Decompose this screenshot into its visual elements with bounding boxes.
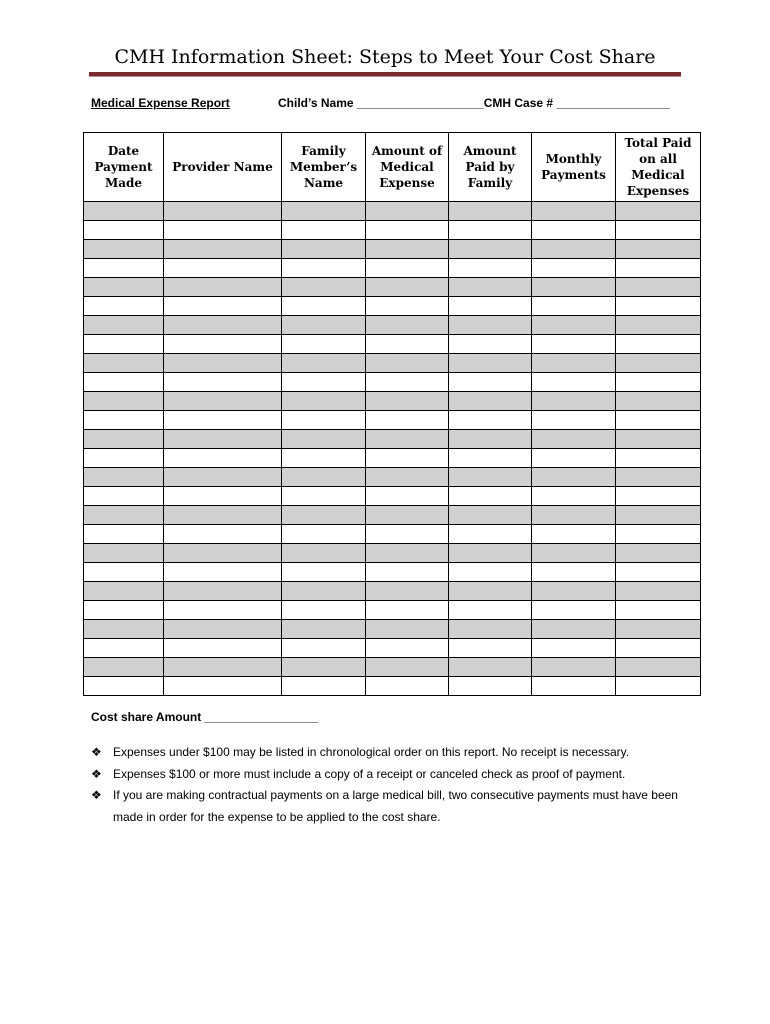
table-cell[interactable] (282, 677, 366, 696)
instruction-text: Expenses $100 or more must include a copy of a receipt or canceled check as proof of payment. (113, 766, 626, 781)
table-cell[interactable] (449, 259, 532, 278)
table-row (84, 563, 701, 582)
table-cell[interactable] (164, 259, 282, 278)
table-cell[interactable] (449, 658, 532, 677)
table-cell[interactable] (449, 430, 532, 449)
column-header-line: Payments (541, 168, 606, 182)
instruction-text: If you are making contractual payments on a large medical bill, two consecutive payments must have been made in order for the expense to be applied to the cost share. (113, 788, 678, 824)
table-cell[interactable] (616, 582, 701, 601)
bullet-icon: ❖ (91, 788, 102, 802)
report-label: Medical Expense Report (91, 96, 230, 110)
table-cell[interactable] (164, 658, 282, 677)
table-cell[interactable] (164, 335, 282, 354)
column-header-line: Medical (631, 168, 685, 182)
bullet-icon: ❖ (91, 766, 102, 781)
table-cell[interactable] (449, 221, 532, 240)
table-cell[interactable] (616, 297, 701, 316)
table-cell[interactable] (532, 240, 616, 259)
table-cell[interactable] (616, 468, 701, 487)
column-header-line: Name (303, 176, 344, 190)
column-header-line: on all (639, 152, 677, 166)
table-cell[interactable] (616, 430, 701, 449)
table-row (84, 620, 701, 639)
table-cell[interactable] (366, 639, 449, 658)
table-cell[interactable] (532, 544, 616, 563)
expense-table (83, 132, 701, 696)
table-cell[interactable] (366, 601, 449, 620)
list-item (91, 785, 691, 828)
table-cell[interactable] (164, 525, 282, 544)
table-cell[interactable] (449, 297, 532, 316)
table-cell[interactable] (282, 278, 366, 297)
table-cell[interactable] (449, 316, 532, 335)
table-cell[interactable] (366, 373, 449, 392)
table-cell[interactable] (84, 373, 164, 392)
column-header-line: Family (301, 144, 346, 158)
table-cell[interactable] (366, 202, 449, 221)
table-cell[interactable] (366, 316, 449, 335)
table-cell[interactable] (366, 658, 449, 677)
child-case-line: Child’s Name ___________________CMH Case # _________________ (278, 96, 670, 110)
table-cell[interactable] (84, 278, 164, 297)
table-cell[interactable] (282, 221, 366, 240)
table-cell[interactable] (366, 411, 449, 430)
column-header-line: Total Paid (624, 136, 692, 150)
table-cell[interactable] (84, 620, 164, 639)
column-header-line: Expenses (626, 184, 690, 198)
table-cell[interactable] (84, 392, 164, 411)
table-cell[interactable] (282, 582, 366, 601)
table-cell[interactable] (84, 563, 164, 582)
table-cell[interactable] (616, 620, 701, 639)
table-cell[interactable] (84, 449, 164, 468)
table-cell[interactable] (616, 525, 701, 544)
table-cell[interactable] (366, 620, 449, 639)
table-cell[interactable] (532, 658, 616, 677)
table-cell[interactable] (164, 240, 282, 259)
column-header (449, 133, 532, 202)
table-cell[interactable] (282, 259, 366, 278)
table-cell[interactable] (616, 563, 701, 582)
table-cell[interactable] (366, 354, 449, 373)
table-cell[interactable] (616, 506, 701, 525)
table-cell[interactable] (449, 601, 532, 620)
column-header-line: Expense (379, 176, 435, 190)
table-cell[interactable] (616, 259, 701, 278)
table-cell[interactable] (366, 582, 449, 601)
table-cell[interactable] (84, 506, 164, 525)
table-cell[interactable] (449, 240, 532, 259)
column-header-line: Medical (380, 160, 434, 174)
table-cell[interactable] (282, 297, 366, 316)
table-cell[interactable] (164, 316, 282, 335)
table-cell[interactable] (164, 582, 282, 601)
table-cell[interactable] (366, 506, 449, 525)
table-cell[interactable] (282, 392, 366, 411)
table-cell[interactable] (164, 411, 282, 430)
table-cell[interactable] (532, 449, 616, 468)
table-cell[interactable] (164, 677, 282, 696)
table-cell[interactable] (164, 430, 282, 449)
table-cell[interactable] (164, 620, 282, 639)
table-row (84, 392, 701, 411)
table-cell[interactable] (282, 658, 366, 677)
table-cell[interactable] (84, 221, 164, 240)
table-cell[interactable] (449, 411, 532, 430)
table-cell[interactable] (164, 297, 282, 316)
table-cell[interactable] (532, 297, 616, 316)
table-cell[interactable] (366, 563, 449, 582)
table-cell[interactable] (164, 392, 282, 411)
table-cell[interactable] (449, 677, 532, 696)
table-cell[interactable] (84, 658, 164, 677)
table-cell[interactable] (449, 620, 532, 639)
table-cell[interactable] (366, 278, 449, 297)
column-header (366, 133, 449, 202)
table-cell[interactable] (164, 354, 282, 373)
table-cell[interactable] (282, 563, 366, 582)
table-row (84, 297, 701, 316)
table-cell[interactable] (532, 506, 616, 525)
table-cell[interactable] (84, 354, 164, 373)
table-cell[interactable] (84, 335, 164, 354)
table-cell[interactable] (532, 221, 616, 240)
column-header (532, 133, 616, 202)
table-cell[interactable] (449, 563, 532, 582)
column-header-line: Date (107, 144, 140, 158)
table-cell[interactable] (532, 373, 616, 392)
table-cell[interactable] (532, 335, 616, 354)
table-row (84, 221, 701, 240)
table-cell[interactable] (282, 639, 366, 658)
table-row (84, 487, 701, 506)
table-row (84, 259, 701, 278)
table-cell[interactable] (366, 240, 449, 259)
table-cell[interactable] (532, 259, 616, 278)
cost-share-line: Cost share Amount _________________ (91, 710, 319, 724)
table-cell[interactable] (282, 544, 366, 563)
table-cell[interactable] (449, 468, 532, 487)
table-cell[interactable] (366, 525, 449, 544)
table-cell[interactable] (532, 468, 616, 487)
page-title: CMH Information Sheet: Steps to Meet Your Cost Share (114, 46, 656, 68)
table-row (84, 677, 701, 696)
column-header-line: Payment (94, 160, 153, 174)
table-cell[interactable] (84, 240, 164, 259)
table-cell[interactable] (449, 544, 532, 563)
column-header-line: Monthly (545, 152, 602, 166)
table-cell[interactable] (164, 278, 282, 297)
table-row (84, 373, 701, 392)
table-cell[interactable] (164, 487, 282, 506)
table-cell[interactable] (84, 202, 164, 221)
table-row (84, 335, 701, 354)
table-cell[interactable] (164, 373, 282, 392)
table-cell[interactable] (616, 202, 701, 221)
table-cell[interactable] (84, 411, 164, 430)
table-row (84, 506, 701, 525)
table-row (84, 240, 701, 259)
table-cell[interactable] (616, 544, 701, 563)
table-cell[interactable] (366, 221, 449, 240)
table-row (84, 411, 701, 430)
table-cell[interactable] (449, 639, 532, 658)
table-cell[interactable] (532, 411, 616, 430)
table-row (84, 582, 701, 601)
table-cell[interactable] (84, 601, 164, 620)
column-header (282, 133, 366, 202)
table-cell[interactable] (532, 639, 616, 658)
table-cell[interactable] (84, 297, 164, 316)
table-cell[interactable] (449, 373, 532, 392)
table-cell[interactable] (616, 278, 701, 297)
table-cell[interactable] (282, 525, 366, 544)
table-row (84, 354, 701, 373)
table-cell[interactable] (164, 449, 282, 468)
table-cell[interactable] (449, 525, 532, 544)
instruction-text: Expenses under $100 may be listed in chronological order on this report. No receipt is necessary. (113, 745, 630, 759)
table-row (84, 278, 701, 297)
table-cell[interactable] (449, 354, 532, 373)
table-row (84, 430, 701, 449)
table-cell[interactable] (616, 411, 701, 430)
column-header (164, 133, 282, 202)
table-cell[interactable] (84, 639, 164, 658)
table-cell[interactable] (532, 677, 616, 696)
table-cell[interactable] (532, 563, 616, 582)
column-header-line: Family (467, 176, 513, 190)
table-cell[interactable] (282, 506, 366, 525)
table-cell[interactable] (366, 297, 449, 316)
table-cell[interactable] (449, 449, 532, 468)
table-cell[interactable] (164, 639, 282, 658)
table-cell[interactable] (164, 544, 282, 563)
column-header-line: Paid by (465, 160, 515, 174)
table-cell[interactable] (282, 411, 366, 430)
table-cell[interactable] (616, 392, 701, 411)
table-cell[interactable] (616, 639, 701, 658)
table-cell[interactable] (616, 449, 701, 468)
table-cell[interactable] (449, 506, 532, 525)
table-row (84, 316, 701, 335)
column-header-line: Amount of (371, 144, 443, 158)
table-cell[interactable] (366, 677, 449, 696)
table-cell[interactable] (616, 316, 701, 335)
table-cell[interactable] (532, 601, 616, 620)
list-item (91, 742, 691, 764)
table-cell[interactable] (84, 525, 164, 544)
table-cell[interactable] (366, 544, 449, 563)
table-cell[interactable] (532, 278, 616, 297)
table-cell[interactable] (616, 601, 701, 620)
table-cell[interactable] (84, 430, 164, 449)
table-cell[interactable] (84, 677, 164, 696)
table-cell[interactable] (282, 601, 366, 620)
table-cell[interactable] (449, 487, 532, 506)
column-header (84, 133, 164, 202)
column-header-line: Provider Name (172, 160, 273, 174)
table-cell[interactable] (282, 620, 366, 639)
table-cell[interactable] (532, 430, 616, 449)
table-cell[interactable] (616, 487, 701, 506)
table-cell[interactable] (366, 487, 449, 506)
table-cell[interactable] (84, 259, 164, 278)
column-header-line: Amount (463, 144, 517, 158)
table-cell[interactable] (532, 525, 616, 544)
table-cell[interactable] (532, 582, 616, 601)
table-cell[interactable] (449, 392, 532, 411)
table-cell[interactable] (449, 202, 532, 221)
table-cell[interactable] (532, 354, 616, 373)
table-cell[interactable] (282, 202, 366, 221)
table-cell[interactable] (282, 468, 366, 487)
table-cell[interactable] (84, 544, 164, 563)
table-row (84, 525, 701, 544)
table-cell[interactable] (449, 582, 532, 601)
table-cell[interactable] (84, 487, 164, 506)
title-divider (89, 72, 681, 77)
column-header (616, 133, 701, 202)
table-cell[interactable] (366, 259, 449, 278)
column-header-line: Made (104, 176, 143, 190)
table-cell[interactable] (366, 430, 449, 449)
table-cell[interactable] (366, 468, 449, 487)
table-cell[interactable] (282, 316, 366, 335)
table-cell[interactable] (282, 335, 366, 354)
bullet-icon: ❖ (91, 745, 102, 759)
table-cell[interactable] (282, 487, 366, 506)
header-row (84, 133, 701, 202)
table-cell[interactable] (282, 430, 366, 449)
table-row (84, 544, 701, 563)
table-cell[interactable] (532, 202, 616, 221)
table-cell[interactable] (616, 335, 701, 354)
table-cell[interactable] (366, 449, 449, 468)
table-cell[interactable] (532, 487, 616, 506)
table-cell[interactable] (616, 677, 701, 696)
table-cell[interactable] (84, 316, 164, 335)
table-cell[interactable] (164, 506, 282, 525)
table-cell[interactable] (282, 449, 366, 468)
table-cell[interactable] (616, 354, 701, 373)
instructions-list (91, 742, 691, 828)
table-row (84, 468, 701, 487)
table-cell[interactable] (282, 240, 366, 259)
column-header-line: Member’s (289, 160, 358, 174)
table-cell[interactable] (282, 354, 366, 373)
table-row (84, 601, 701, 620)
table-row (84, 639, 701, 658)
table-cell[interactable] (84, 468, 164, 487)
table-cell[interactable] (164, 221, 282, 240)
table-row (84, 202, 701, 221)
table-cell[interactable] (449, 278, 532, 297)
table-cell[interactable] (449, 335, 532, 354)
table-cell[interactable] (84, 582, 164, 601)
table-row (84, 449, 701, 468)
table-cell[interactable] (616, 240, 701, 259)
table-row (84, 658, 701, 677)
table-cell[interactable] (164, 202, 282, 221)
table-cell[interactable] (616, 373, 701, 392)
table-cell[interactable] (282, 373, 366, 392)
table-cell[interactable] (164, 601, 282, 620)
list-item (91, 764, 691, 786)
table-cell[interactable] (616, 658, 701, 677)
table-cell[interactable] (366, 392, 449, 411)
table-cell[interactable] (164, 468, 282, 487)
table-cell[interactable] (366, 335, 449, 354)
table-cell[interactable] (532, 316, 616, 335)
table-cell[interactable] (616, 221, 701, 240)
table-cell[interactable] (532, 392, 616, 411)
table-cell[interactable] (164, 563, 282, 582)
table-cell[interactable] (532, 620, 616, 639)
